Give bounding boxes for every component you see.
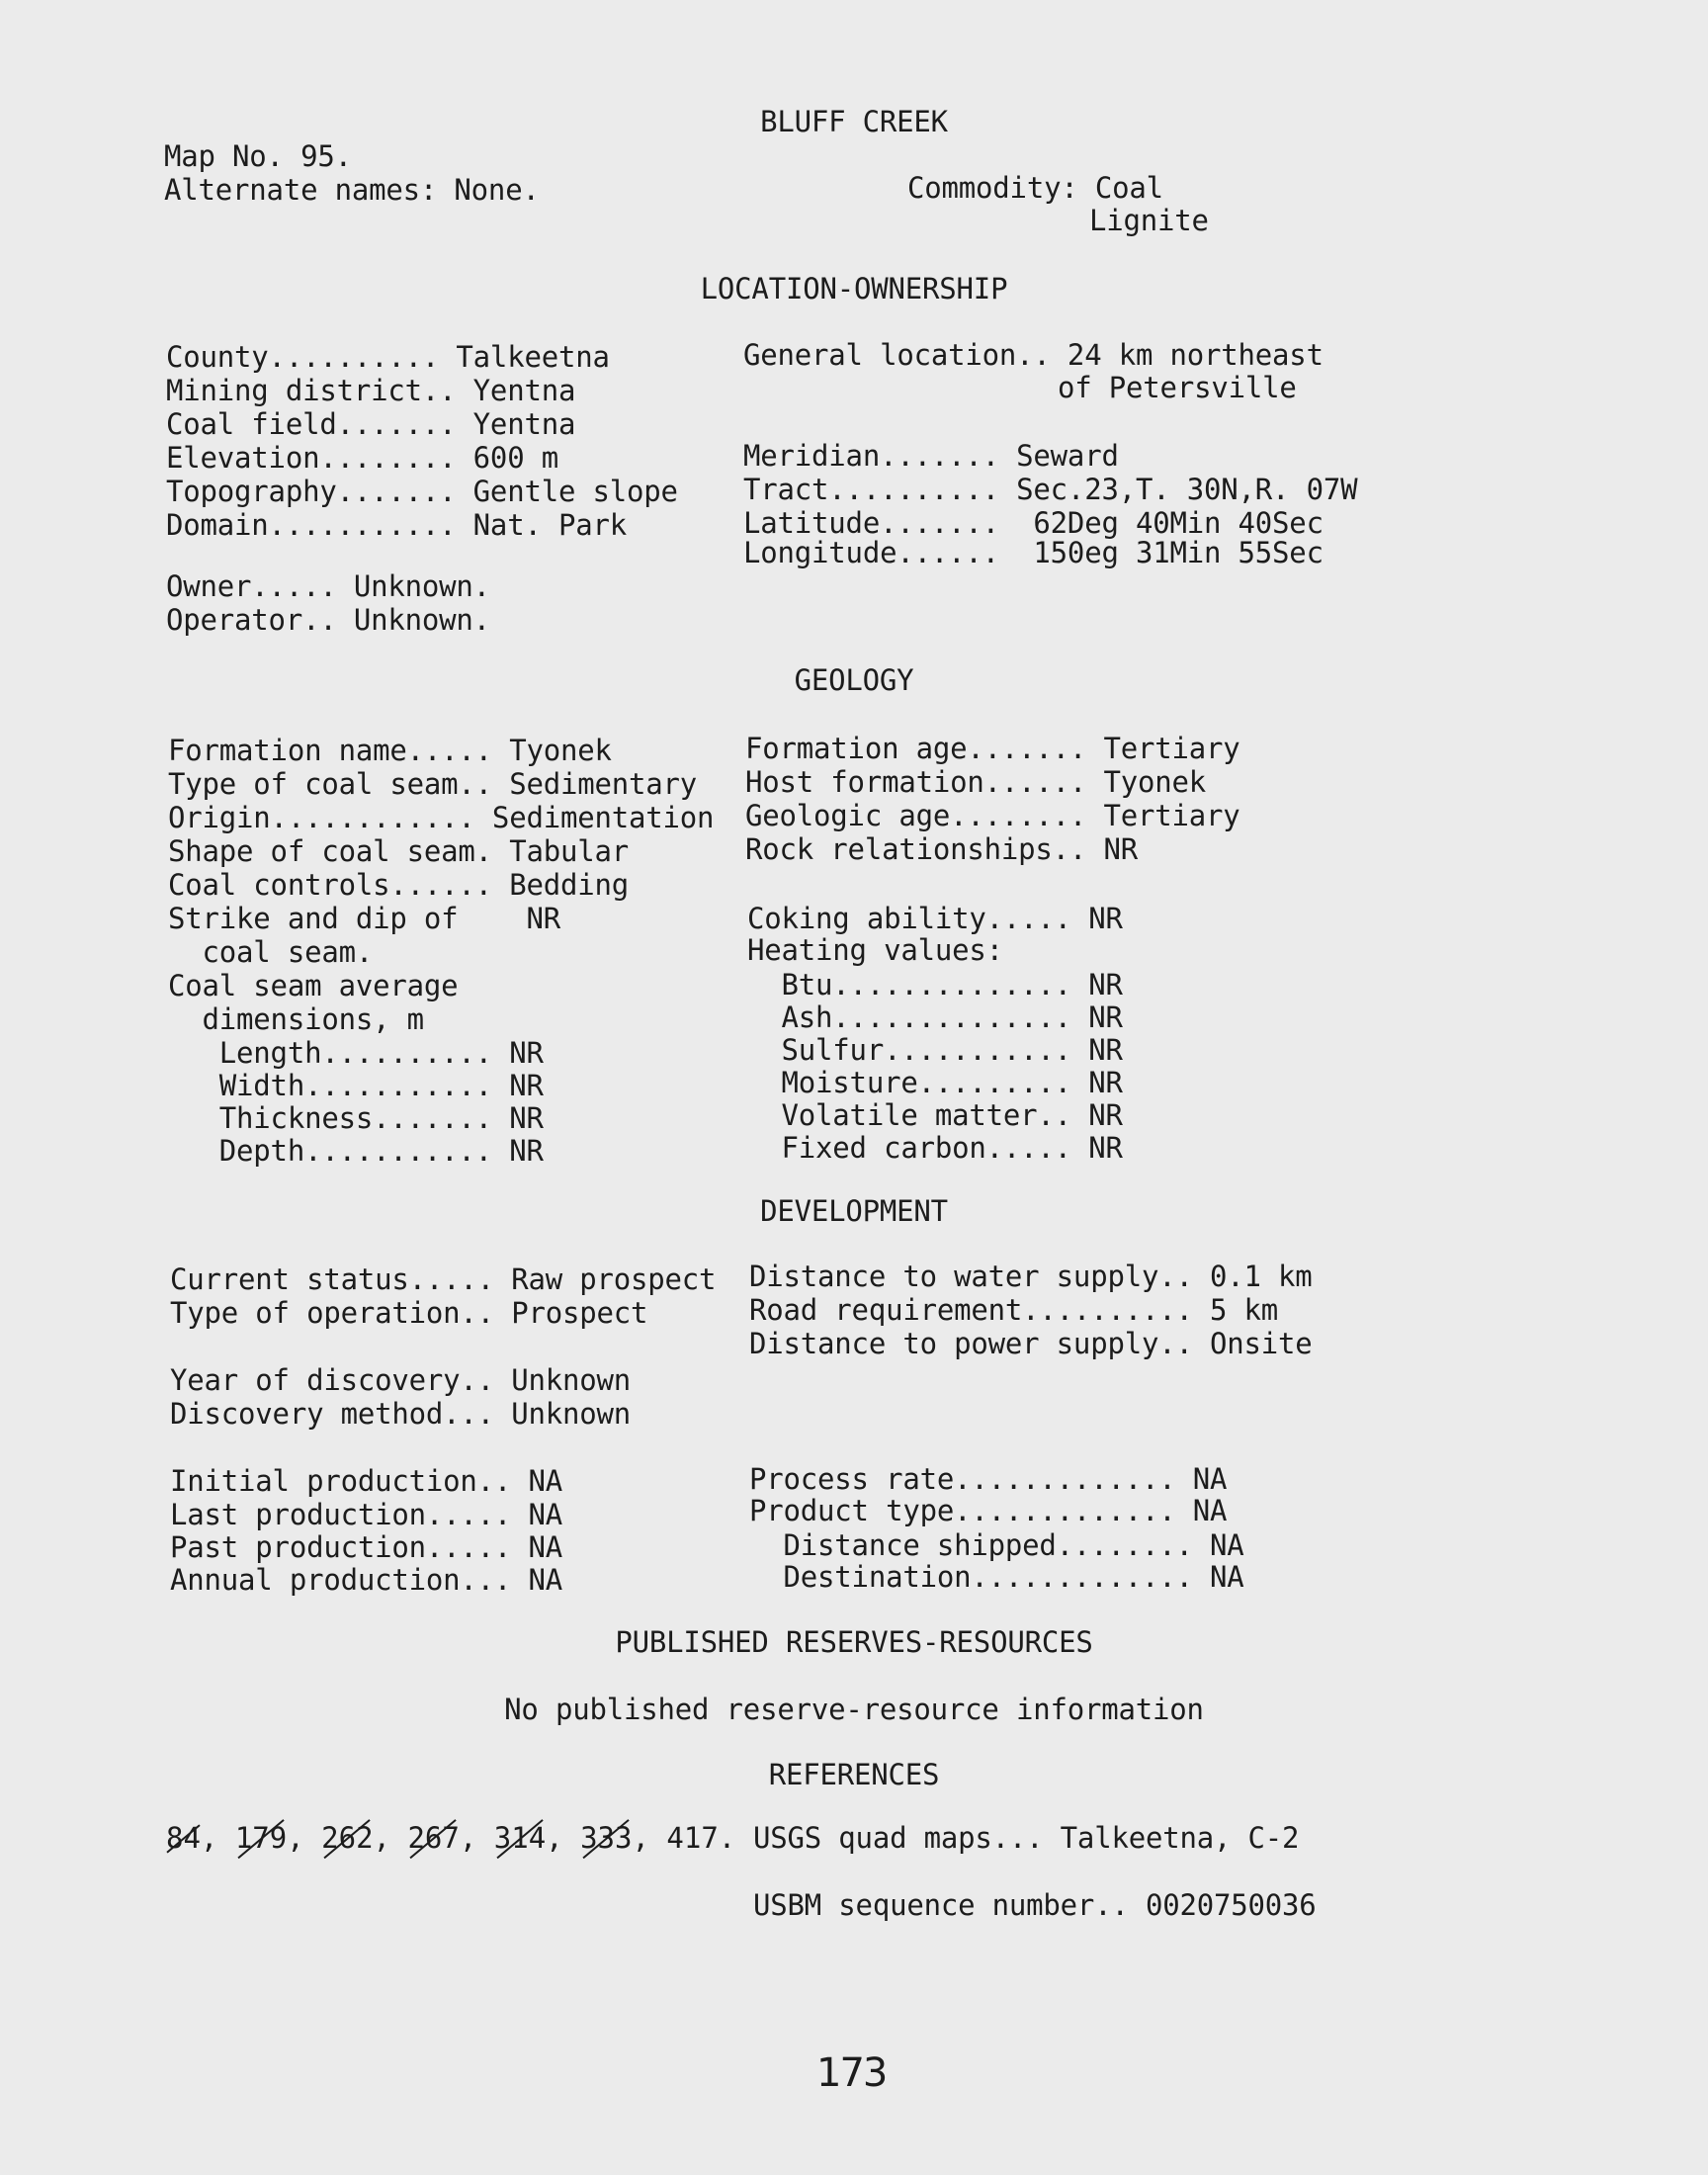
heating-row: Ash.............. NR xyxy=(747,1000,1123,1034)
heating-row: Moisture......... NR xyxy=(747,1066,1123,1099)
geology-row: Shape of coal seam. Tabular xyxy=(168,834,630,868)
process-row: Process rate............. NA xyxy=(749,1462,1228,1496)
reference-number: 179 xyxy=(234,1821,288,1855)
longitude: Longitude...... 150eg 31Min 55Sec xyxy=(743,536,1324,569)
heating-row: Heating values: xyxy=(747,933,1003,967)
usbm-sequence-number: USBM sequence number.. 0020750036 xyxy=(753,1888,1317,1922)
development-right-row: Distance to water supply.. 0.1 km xyxy=(749,1260,1313,1293)
page-number: 173 xyxy=(816,2050,887,2096)
heating-row: Sulfur........... NR xyxy=(747,1033,1123,1067)
development-right-row: Distance to power supply.. Onsite xyxy=(749,1327,1313,1360)
discovery-row: Year of discovery.. Unknown xyxy=(170,1363,632,1397)
location-row: Mining district.. Yentna xyxy=(166,374,576,407)
document-title: BLUFF CREEK xyxy=(760,105,948,138)
geology-row: Origin............ Sedimentation xyxy=(168,801,715,834)
alternate-names: Alternate names: None. xyxy=(164,173,540,207)
reference-number: 262 xyxy=(321,1821,374,1855)
operator: Operator.. Unknown. xyxy=(166,603,490,637)
production-row: Last production..... NA xyxy=(170,1498,562,1531)
usgs-quad-maps: USGS quad maps... Talkeetna, C-2 xyxy=(753,1821,1300,1855)
geology-row: Coal seam average xyxy=(168,969,459,1002)
section-heading-references: REFERENCES xyxy=(768,1758,940,1791)
owner: Owner..... Unknown. xyxy=(166,569,490,603)
heating-row: Volatile matter.. NR xyxy=(747,1098,1123,1132)
production-row: Initial production.. NA xyxy=(170,1464,562,1498)
development-row: Current status..... Raw prospect xyxy=(170,1262,717,1296)
section-heading-location: LOCATION-OWNERSHIP xyxy=(700,272,1008,305)
geology-row: Depth........... NR xyxy=(168,1134,544,1168)
development-right-row: Road requirement.......... 5 km xyxy=(749,1293,1279,1327)
map-number: Map No. 95. xyxy=(164,139,352,173)
reference-number: 267 xyxy=(407,1821,460,1855)
production-row: Annual production... NA xyxy=(170,1563,562,1597)
reference-number: 314 xyxy=(493,1821,547,1855)
commodity-secondary: Lignite xyxy=(1089,204,1209,237)
reference-numbers: 84, 179, 262, 267, 314, 333, 417. xyxy=(166,1821,736,1855)
geology-row: Width........... NR xyxy=(168,1069,544,1102)
discovery-row: Discovery method... Unknown xyxy=(170,1397,632,1431)
meridian: Meridian....... Seward xyxy=(743,439,1119,473)
heating-row: Fixed carbon..... NR xyxy=(747,1131,1123,1165)
geology-row: Thickness....... NR xyxy=(168,1101,544,1135)
location-row: Topography....... Gentle slope xyxy=(166,475,678,508)
latitude: Latitude....... 62Deg 40Min 40Sec xyxy=(743,506,1324,540)
geology-right-row: Geologic age........ Tertiary xyxy=(745,799,1240,832)
geology-row: Length.......... NR xyxy=(168,1036,544,1070)
section-heading-development: DEVELOPMENT xyxy=(760,1194,948,1228)
geology-row: dimensions, m xyxy=(168,1002,424,1036)
heating-row: Btu.............. NR xyxy=(747,968,1123,1001)
heating-row: Coking ability..... NR xyxy=(747,902,1123,935)
section-heading-geology: GEOLOGY xyxy=(794,663,914,697)
general-location: General location.. 24 km northeast xyxy=(743,338,1324,372)
reference-number: 333 xyxy=(580,1821,633,1855)
process-row: Distance shipped........ NA xyxy=(749,1528,1244,1562)
reference-number: 417. xyxy=(666,1821,736,1855)
location-row: County.......... Talkeetna xyxy=(166,340,610,374)
geology-right-row: Host formation...... Tyonek xyxy=(745,765,1207,799)
geology-right-row: Rock relationships.. NR xyxy=(745,832,1138,866)
production-row: Past production..... NA xyxy=(170,1530,562,1564)
process-row: Destination............. NA xyxy=(749,1560,1244,1594)
geology-row: Coal controls...... Bedding xyxy=(168,868,630,902)
location-row: Coal field....... Yentna xyxy=(166,407,576,441)
location-row: Elevation........ 600 m xyxy=(166,441,558,475)
general-location-cont: of Petersville xyxy=(1058,371,1297,404)
development-row: Type of operation.. Prospect xyxy=(170,1296,648,1330)
geology-row: Strike and dip of NR xyxy=(168,902,560,935)
geology-row: Formation name..... Tyonek xyxy=(168,734,612,767)
reference-number: 84 xyxy=(166,1821,201,1855)
tract: Tract.......... Sec.23,T. 30N,R. 07W xyxy=(743,473,1358,506)
geology-right-row: Formation age....... Tertiary xyxy=(745,732,1240,765)
commodity: Commodity: Coal xyxy=(907,171,1163,205)
section-heading-reserves: PUBLISHED RESERVES-RESOURCES xyxy=(615,1625,1093,1659)
reserves-text: No published reserve-resource information xyxy=(504,1693,1204,1726)
process-row: Product type............. NA xyxy=(749,1494,1228,1527)
location-row: Domain........... Nat. Park xyxy=(166,508,628,542)
geology-row: Type of coal seam.. Sedimentary xyxy=(168,767,698,801)
geology-row: coal seam. xyxy=(168,935,374,969)
